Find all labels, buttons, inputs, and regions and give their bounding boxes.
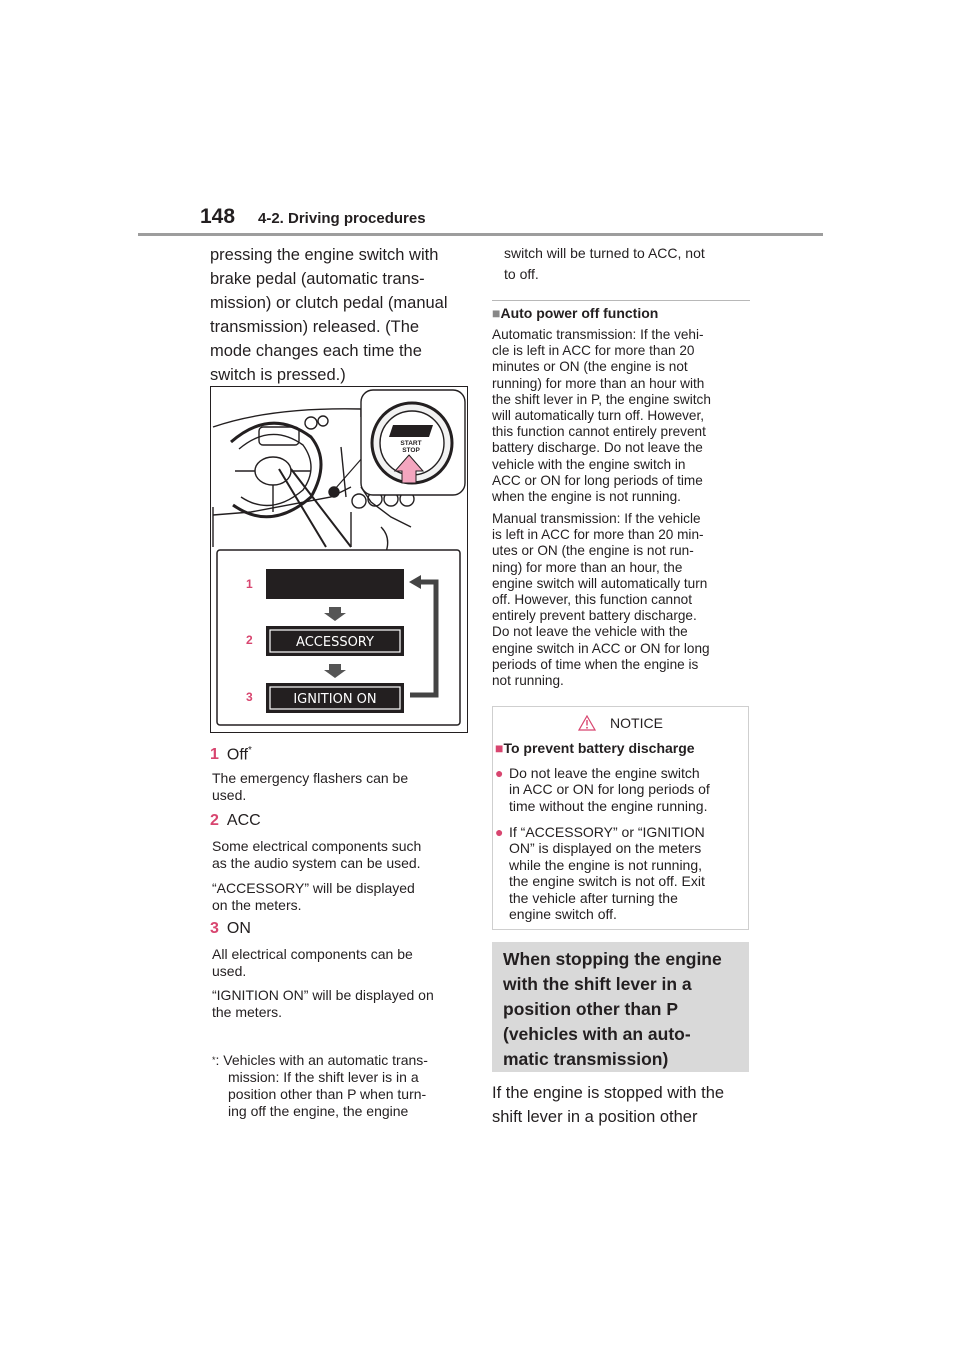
- item-on-display-note: “IGNITION ON” will be displayed on the meters.: [212, 987, 434, 1020]
- display-text-accessory: ACCESSORY: [296, 635, 374, 650]
- item-off-heading: 1 Off*: [210, 745, 252, 764]
- warning-triangle-icon: [578, 715, 596, 731]
- section-heading-box: When stopping the engine with the shift lever in a position other than P (vehicles with an auto- matic transmission): [492, 942, 749, 1072]
- button-text-stop: STOP: [402, 447, 420, 454]
- gr-logo: [389, 425, 433, 437]
- notice-bullet: ● Do not leave the engine switch in ACC or ON for long periods of time without the engine running.: [495, 765, 710, 814]
- item-off-description: The emergency flashers can be used.: [212, 770, 409, 803]
- item-on-description: All electrical components can be used.: [212, 946, 413, 979]
- auto-power-off-heading: ■Auto power off function: [492, 305, 659, 321]
- mode-label-1: 1: [246, 577, 253, 591]
- item-on-heading: 3 ON: [210, 920, 251, 937]
- divider: [492, 300, 750, 301]
- engine-switch-illustration: [210, 386, 468, 733]
- display-text-ignition: IGNITION ON: [293, 692, 377, 707]
- item-acc-description: Some electrical components such as the audio system can be used.: [212, 838, 422, 871]
- notice-box: [492, 706, 749, 930]
- notice-title: NOTICE: [493, 715, 748, 731]
- intro-paragraph: pressing the engine switch with brake pedal (automatic trans- mission) or clutch pedal (manual transmission) released. (The mode changes each time the switch is pressed.): [210, 246, 448, 384]
- display-off: [266, 569, 404, 599]
- mode-label-3: 3: [246, 690, 253, 704]
- auto-power-off-manual: Manual transmission: If the vehicle is left in ACC for more than 20 min- utes or ON (the engine is not run- ning) for more than an hour, the engine switch will automatically turn off. However, this function cannot entirely prevent battery discharge. Do not leave the vehicle with the engine switch in ACC or ON for long periods of time when the engine is not running.: [492, 511, 710, 689]
- footnote: *: Vehicles with an automatic trans- mission: If the shift lever is in a position other than P when turn- ing off the engine, the engine: [212, 1052, 428, 1119]
- notice-bullet: ● If “ACCESSORY” or “IGNITION ON” is displayed on the meters while the engine is not running, the engine switch is not off. Exit the vehicle after turning the engine switch off.: [495, 824, 705, 923]
- header-rule: [138, 233, 823, 236]
- item-acc-display-note: “ACCESSORY” will be displayed on the meters.: [212, 880, 415, 913]
- page-number: 148: [200, 205, 236, 228]
- section-header-title: 4-2. Driving procedures: [258, 210, 426, 227]
- mode-label-2: 2: [246, 633, 253, 647]
- item-acc-heading: 2 ACC: [210, 812, 261, 829]
- continued-text: switch will be turned to ACC, not to off.: [504, 245, 705, 282]
- auto-power-off-automatic: Automatic transmission: If the vehi- cle is left in ACC for more than 20 minutes or ON (the engine is not running) for more than an hour with the shift lever in P, the engine switch will automatically turn off. However, this function cannot entirely prevent battery discharge. Do not leave the vehicle with the engine switch in ACC or ON for long periods of time when the engine is not running.: [492, 327, 711, 505]
- button-text-start: START: [400, 440, 422, 447]
- section-body-text: If the engine is stopped with the shift lever in a position other: [492, 1084, 725, 1126]
- steering-wheel: [231, 423, 321, 517]
- notice-subheading: ■To prevent battery discharge: [495, 740, 695, 756]
